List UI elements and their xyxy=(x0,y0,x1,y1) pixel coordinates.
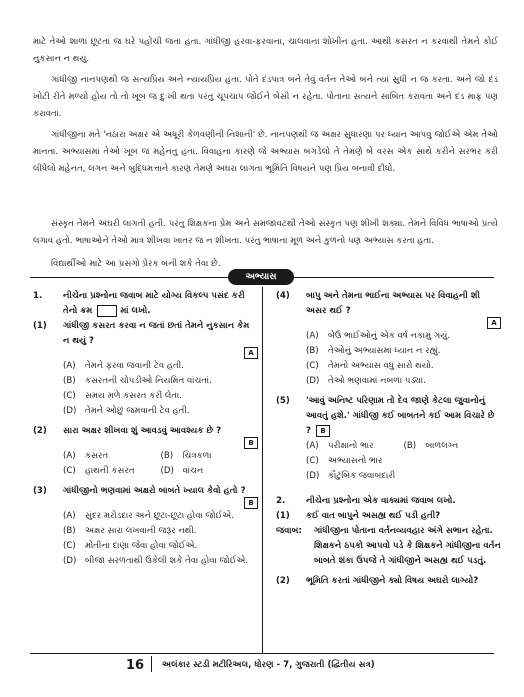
option: (D) તેઓ ભણવામાં નબળા પડ્યા. xyxy=(306,376,426,386)
item-number: (4) xyxy=(276,291,290,301)
mcq-item xyxy=(33,484,258,499)
paragraph-4: સંસ્કૃત તેમને અઘરી લાગતી હતી. પરંતુ શિક્ષકના પ્રેમ અને સમજાવટથી તેઓ સંસ્કૃત પણ શીખી શક્યા. તેમને વિવિધ ભાષાઓ પ્રત્યે લગાવ હતો. ભાષાઓને તેઓ માત્ર શીખવા ખાતર જ ન શીખતા. પરંતુ ભાષાનાં મૂળ અને કુળનો પણ અભ્યાસ કરતા હતા. xyxy=(33,219,498,247)
option-grid: (A) પરીક્ષાનો ભાર (B) બાળલગ્ન xyxy=(306,441,459,451)
mcq-item xyxy=(276,289,501,319)
item-question: સારા અક્ષર શીખવા શું આવડવું આવશ્યક છે ? xyxy=(63,426,222,436)
option: (D) તેમને ઓછું જમવાની ટેવ હતી. xyxy=(63,406,190,416)
item-number: (2) xyxy=(276,576,290,586)
item-number: (3) xyxy=(33,486,47,496)
mcq-item xyxy=(276,394,501,439)
item-question: કઈ વાત બાપુને અસહ્ય થઈ પડી હતી? xyxy=(306,511,441,521)
answer-box: A xyxy=(487,317,501,329)
option: (B) તેઓનું અભ્યાસમાં ધ્યાન ન રહ્યું. xyxy=(306,346,441,356)
option: (C) સમય મળે કસરત કરી લેતા. xyxy=(63,391,182,401)
footer-text: અલંકાર સ્ટડી મટીરિઅલ, ધોરણ - 7, ગુજરાતી (દ્વિતીય સત્ર) xyxy=(162,660,375,670)
question-number: 2. xyxy=(276,496,286,506)
option: (A) તેમને ફરવા જવાની ટેવ હતી. xyxy=(63,361,184,371)
answer-block xyxy=(276,524,501,569)
paragraph-3: ગાંધીજીના મતે 'નઠારા અક્ષર એ અધૂરી કેળવણીની નિશાની' છે. નાનપણથી જ અક્ષર સુધારણા પર ધ્યાન આપવું જોઈએ એમ તેઓ માનતા. અભ્યાસમાં તેઓ ખૂબ જ મહેનતુ હતા. વિવાહના કારણે જે અભ્યાસ બગડેલો તે તેમણે બે વરસ એક સાથે કરીને સરભર કરી લીધેલો મહેનત, લગન અને બુદ્ધિમત્તાને કારણ તેમણે અઘરા લાગતા ભૂમિતિ વિષયને પણ પ્રિય બનાવી દીધો. xyxy=(33,130,498,175)
footer-divider xyxy=(30,653,494,654)
question-1-heading xyxy=(33,289,258,319)
answer-box: B xyxy=(244,437,258,449)
option: (C) અભ્યાસનો ભાર xyxy=(306,456,383,466)
paragraph-2: ગાંધીજી નાનપણથી જ સત્યપ્રિય અને ન્યાયપ્રિય હતા. પોતે દંડપાત્ર બને તેવું વર્તન તેઓ બને ત્યાં સુધી ન જ કરતા. અને જો દંડ ખોટી રીતે મળ્યો હોય તો તો ખૂબ જ દુઃખી થતા પરંતુ ચૂપચાપ જોઈને બેસી ન રહેતા. પોતાના સત્યને સાબિત કરાવતા અને દંડ માફ પણ કરાવતા. xyxy=(33,75,498,120)
answer-box xyxy=(97,305,117,317)
item-question: ભૂમિતિ કરતાં ગાંધીજીને ક્યો વિષય અઘરો લાગ્યો? xyxy=(306,576,479,586)
item-number: (5) xyxy=(276,396,290,406)
page-number: 16 xyxy=(126,658,145,673)
option: (C) મોતીના દાણા જેવા હોવા જોઈએ. xyxy=(63,541,198,551)
item-question: 'આવું અનિષ્ટ પરિણામ તો દેવ જાણે કેટલા જુવાનોનું આવતું હશે.' ગાંધીજી કઈ બાબતને કઈ આમ વિચારે છે ? xyxy=(306,396,495,436)
option: (A) બેઉ ભાઈઓનું એક વર્ષ નકામું ગયું. xyxy=(306,331,450,341)
paragraph-1: માટે તેઓ શાળા છૂટતાં જ ઘરે પહોંચી જતા હતા. ગાંધીજી હરવા-ફરવાના, ચાલવાના શોખીન હતા. આથી કસરત ન કરવાથી તેમને કોઈ નુકસાન ન થયું. xyxy=(33,37,498,65)
answer-text: ગાંધીજીના પોતાના વર્તનવ્યવહાર અંગે સભાન રહેતા. શિક્ષકને ઠપકો આપવો પડે કે શિક્ષકને ગાંધીજીના વર્તન બાબતે શંકા ઉપજે તે ગાંધીજીને અસહ્ય થઈ પડતું. xyxy=(314,526,501,566)
option: (B) અક્ષર સારા લખવાની જરૂર નથી. xyxy=(63,526,197,536)
answer-label: જવાબ: xyxy=(276,526,302,536)
option-grid: (A) કસરત (B) ચિત્રકળા (C) હાથની કસરત (D) વાંચન xyxy=(63,451,212,476)
item-question: ગાંધીજી કસરત કરવા ન જતાં છતાં તેમને નુકસાન કેમ ન થયું ? xyxy=(63,321,250,346)
question-text: નીચેના પ્રશ્નોના એક વાક્યમાં જવાબ લખો. xyxy=(306,496,456,506)
option: (A) સુંદર મરોડદાર અને છૂટા-છૂટા હોવા જોઈએ. xyxy=(63,511,235,521)
option: (C) તેમનો અભ્યાસ વધુ સારો થયો. xyxy=(306,361,434,371)
left-column xyxy=(33,289,258,569)
short-question xyxy=(276,509,501,524)
item-number: (1) xyxy=(33,321,47,331)
paragraph-5: વિદ્યાર્થીઓ માટે આ પ્રસંગો પ્રેરક બની શકે તેવા છે. xyxy=(51,259,221,269)
short-question xyxy=(276,574,501,589)
footer-separator xyxy=(151,656,152,672)
answer-box: A xyxy=(244,347,258,359)
mcq-item xyxy=(33,424,258,439)
question-2-heading xyxy=(276,494,501,509)
column-divider xyxy=(262,287,263,653)
answer-box: B xyxy=(244,497,258,509)
item-number: (1) xyxy=(276,511,290,521)
question-text: નીચેના પ્રશ્નોના જવાબ માટે યોગ્ય વિકલ્પ પસંદ કરી તેનો ક્રમ xyxy=(63,291,245,316)
option: (D) બીજા સરળતાથી ઉકેલી શકે તેવા હોવા જોઈએ. xyxy=(63,556,249,566)
mcq-item xyxy=(33,319,258,349)
item-number: (2) xyxy=(33,426,47,436)
answer-box: B xyxy=(316,425,330,437)
section-title: અભ્યાસ xyxy=(228,269,294,285)
option: (B) કસરતની ચોપડીઓ નિયમિત વાંચતાં. xyxy=(63,376,212,386)
right-column xyxy=(276,289,501,589)
question-number: 1. xyxy=(33,291,43,301)
item-question: બાપુ અને તેમના ભાઈના અભ્યાસ પર વિવાહની શી અસર થઈ ? xyxy=(306,291,480,316)
question-text-end: માં લખો. xyxy=(120,306,151,316)
item-question: ગાંધીજીનો ભણવામાં અક્ષરો બાબતે ખ્યાલ કેવો હતો ? xyxy=(63,486,246,496)
option: (D) કૌટુંબિક જવાબદારી xyxy=(306,471,396,481)
